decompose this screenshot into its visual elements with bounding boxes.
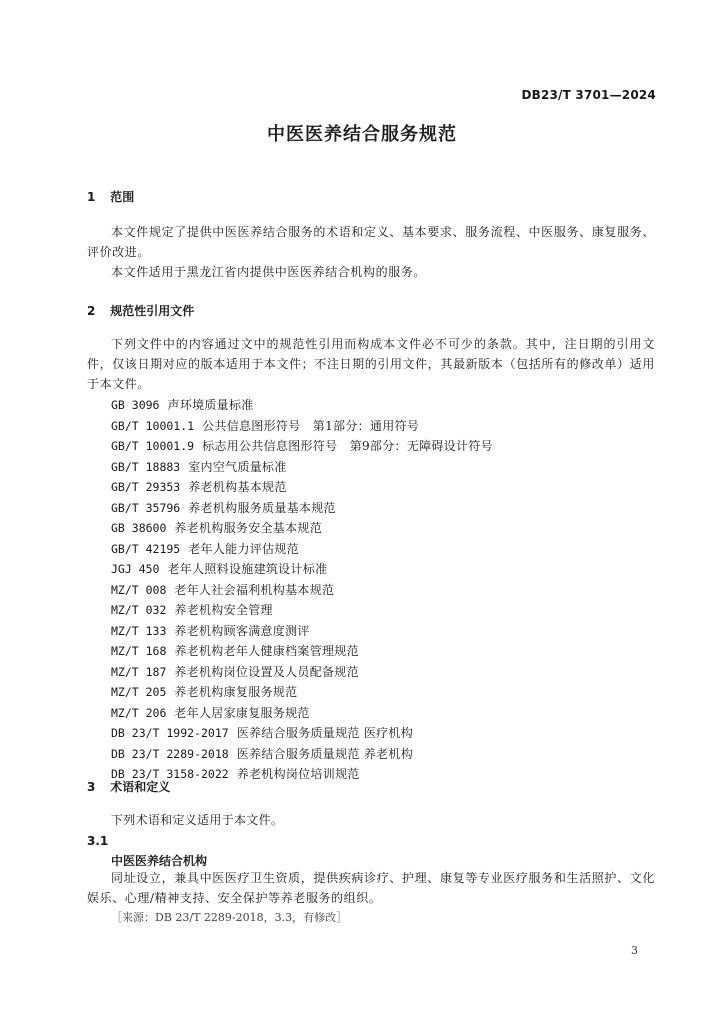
reference-code: GB/T 35796 [111,500,181,515]
reference-code: MZ/T 032 [111,603,167,617]
reference-code: GB 3096 [111,398,160,412]
reference-code: JGJ 450 [111,562,160,576]
reference-item [111,725,493,746]
reference-code: GB 38600 [111,521,167,535]
reference-item [111,418,493,439]
section-1-heading [87,188,134,205]
reference-title: 养老机构服务安全基本规范 [174,521,322,535]
reference-title: 老年人照料设施建筑设计标准 [167,562,328,576]
reference-code: DB 23/T 3158-2022 [111,767,229,781]
reference-item [111,561,493,582]
section-number: 2 [87,304,96,318]
reference-item [111,684,493,705]
reference-code: DB 23/T 1992-2017 [111,726,229,740]
section-number: 1 [87,190,96,204]
reference-item [111,520,493,541]
reference-code: MZ/T 008 [111,582,167,597]
reference-code: MZ/T 168 [111,644,167,658]
reference-code: MZ/T 206 [111,705,167,720]
scope-paragraph-1: 本文件规定了提供中医医养结合服务的术语和定义、基本要求、服务流程、中医服务、康复服务、评价改进。 [87,225,655,259]
reference-code: GB/T 42195 [111,541,181,556]
reference-item [111,664,493,685]
reference-item [111,602,493,623]
section-title: 范围 [110,190,135,204]
reference-code: MZ/T 205 [111,685,167,699]
reference-item [111,500,493,521]
reference-item [111,746,493,767]
section-title: 规范性引用文件 [110,304,195,318]
page-number: 3 [631,944,638,957]
reference-item [111,397,493,418]
reference-title: 养老机构岗位培训规范 [236,767,360,781]
reference-title: 医养结合服务质量规范 医疗机构 [236,726,414,740]
reference-title: 老年人居家康复服务规范 [174,705,310,720]
reference-code: GB/T 18883 [111,459,181,474]
reference-title: 养老机构岗位设置及人员配备规范 [174,664,359,679]
reference-title: 老年人社会福利机构基本规范 [174,582,335,597]
reference-title: 养老机构康复服务规范 [174,685,298,699]
reference-item [111,623,493,644]
reference-code: DB 23/T 2289-2018 [111,746,229,761]
reference-title: 养老机构服务质量基本规范 [188,500,336,515]
term-source: ［来源：DB 23/T 2289-2018，3.3，有修改］ [111,911,348,924]
reference-title: 养老机构顾客满意度测评 [174,623,310,638]
reference-code: GB/T 10001.1 [111,418,195,433]
section-number: 3 [87,780,96,794]
document-code: DB23/T 3701—2024 [521,88,656,102]
reference-code: MZ/T 133 [111,623,167,638]
reference-title: 声环境质量标准 [167,398,254,412]
reference-code: GB/T 29353 [111,480,181,494]
reference-title: 养老机构老年人健康档案管理规范 [174,644,359,658]
term-number: 3.1 [87,834,109,848]
section-2-heading [87,302,194,319]
normative-intro: 下列文件中的内容通过文中的规范性引用而构成本文件必不可少的条款。其中，注日期的引用文件，仅该日期对应的版本适用于本文件；不注日期的引用文件，其最新版本（包括所有的修改单）适用于本文件。 [87,337,655,391]
reference-item [111,643,493,664]
reference-title: 老年人能力评估规范 [188,541,299,556]
reference-title: 养老机构基本规范 [188,480,287,494]
term-definition: 同址设立，兼具中医医疗卫生资质，提供疾病诊疗、护理、康复等专业医疗服务和生活照护、文化娱乐、心理/精神支持、安全保护等养老服务的组织。 [87,871,655,905]
reference-item [111,459,493,480]
reference-item [111,479,493,500]
term-name: 中医医养结合机构 [111,854,208,868]
reference-list [111,397,493,787]
terms-intro: 下列术语和定义适用于本文件。 [111,813,284,827]
reference-title: 室内空气质量标准 [188,459,287,474]
reference-item [111,438,493,459]
reference-item [111,582,493,603]
reference-title: 养老机构安全管理 [174,603,273,617]
scope-paragraph-2: 本文件适用于黑龙江省内提供中医医养结合机构的服务。 [111,265,427,279]
reference-title: 公共信息图形符号 第1部分：通用符号 [202,418,420,433]
section-title: 术语和定义 [110,780,171,794]
reference-item [111,705,493,726]
reference-code: MZ/T 187 [111,664,167,679]
reference-title: 医养结合服务质量规范 养老机构 [236,746,414,761]
document-title: 中医医养结合服务规范 [267,124,457,145]
reference-code: GB/T 10001.9 [111,439,195,453]
section-3-heading [87,778,170,795]
reference-title: 标志用公共信息图形符号 第9部分：无障碍设计符号 [202,439,493,453]
reference-item [111,541,493,562]
